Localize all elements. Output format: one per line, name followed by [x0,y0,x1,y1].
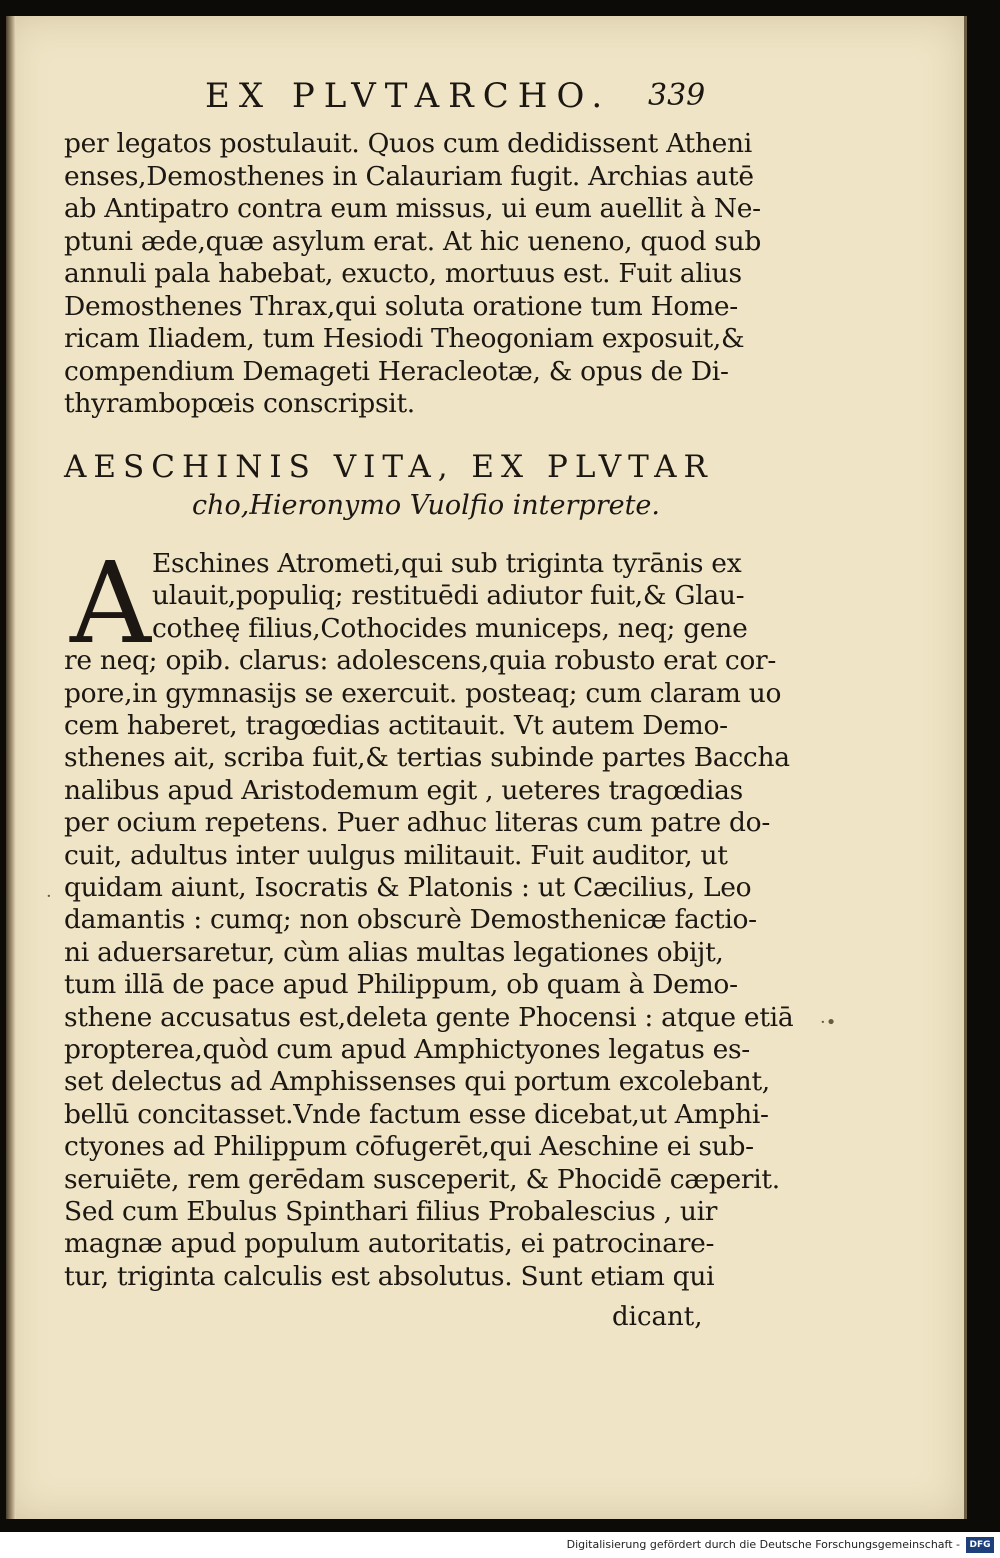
section-subheading: cho,Hieronymo Vuolfio interprete. [192,490,660,521]
text-line: ctyones ad Philippum cōfugerēt,qui Aeschine ei sub- [64,1131,754,1163]
text-line: cotheę filius,Cothocides municeps, neq; gene [152,612,748,644]
text-line: thyrambopœis conscripsit. [64,388,415,419]
text-line: ptuni æde,quæ asylum erat. At hic ueneno, quod sub [64,225,762,257]
section-heading: AESCHINIS VITA, EX PLVTAR [64,449,714,485]
text-line: ulauit,populiq; restituēdi adiutor fuit,& Glau- [152,580,745,612]
text-line: propterea,quòd cum apud Amphictyones legatus es- [64,1034,750,1065]
dfg-logo: DFG [966,1537,994,1553]
text-line: cuit, adultus inter uulgus militauit. Fuit auditor, ut [64,839,728,871]
page-spine-shadow [6,16,16,1519]
catchword: dicant, [612,1302,703,1332]
text-line: tum illā de pace apud Philippum, ob quam à Demo- [64,969,738,1001]
text-line: set delectus ad Amphissenses qui portum excolebant, [64,1066,770,1098]
running-head: EX PLVTARCHO. [205,76,612,116]
text-line: Eschines Atrometi,qui sub triginta tyrānis ex [152,548,742,579]
text-line: annuli pala habebat, exucto, mortuus est. Fuit alius [64,258,742,289]
margin-mark: · [46,886,52,907]
text-line: per legatos postulauit. Quos cum dedidissent Atheni [64,128,752,159]
page-number: 339 [648,78,706,113]
text-line: ni aduersaretur, cùm alias multas legationes obijt, [64,936,724,968]
text-line: ab Antipatro contra eum missus, ui eum auellit à Ne- [64,193,761,224]
text-line: sthenes ait, scriba fuit,& tertias subinde partes Baccha [64,742,790,774]
text-line: ricam Iliadem, tum Hesiodi Theogoniam exposuit,& [64,323,745,354]
text-line: quidam aiunt, Isocratis & Platonis : ut Cæcilius, Leo [64,872,752,903]
text-line: Demosthenes Thrax,qui soluta oratione tum Home- [64,290,738,322]
footer-text: Digitalisierung gefördert durch die Deutsche Forschungsgemeinschaft - [566,1538,960,1551]
decorated-initial: A [70,539,151,669]
text-line: damantis : cumq; non obscurè Demosthenicæ factio- [64,904,757,936]
text-line: Sed cum Ebulus Spinthari filius Probalescius , uir [64,1196,718,1227]
text-line: re neq; opib. clarus: adolescens,quia robusto erat cor- [64,645,777,677]
text-line: bellū concitasset.Vnde factum esse dicebat,ut Amphi- [64,1098,769,1130]
text-line: seruiēte, rem gerēdam susceperit, & Phocidē cæperit. [64,1163,780,1195]
text-line: compendium Demageti Heracleotæ, & opus de Di- [64,355,729,387]
text-line: enses,Demosthenes in Calauriam fugit. Archias autē [64,160,754,192]
text-line: per ocium repetens. Puer adhuc literas cum patre do- [64,807,770,839]
footer-bar [0,1534,1000,1558]
text-line: cem haberet, tragœdias actitauit. Vt autem Demo- [64,710,728,741]
text-line: tur, triginta calculis est absolutus. Sunt etiam qui [64,1260,715,1292]
text-line: pore,in gymnasijs se exercuit. posteaq; cum claram uo [64,677,782,709]
margin-mark: ·• [820,1012,837,1033]
text-line: sthene accusatus est,deleta gente Phocensi : atque etiā [64,1001,794,1033]
text-line: magnæ apud populum autoritatis, ei patrocinare- [64,1228,715,1260]
text-line: nalibus apud Aristodemum egit , ueteres tragœdias [64,774,743,806]
